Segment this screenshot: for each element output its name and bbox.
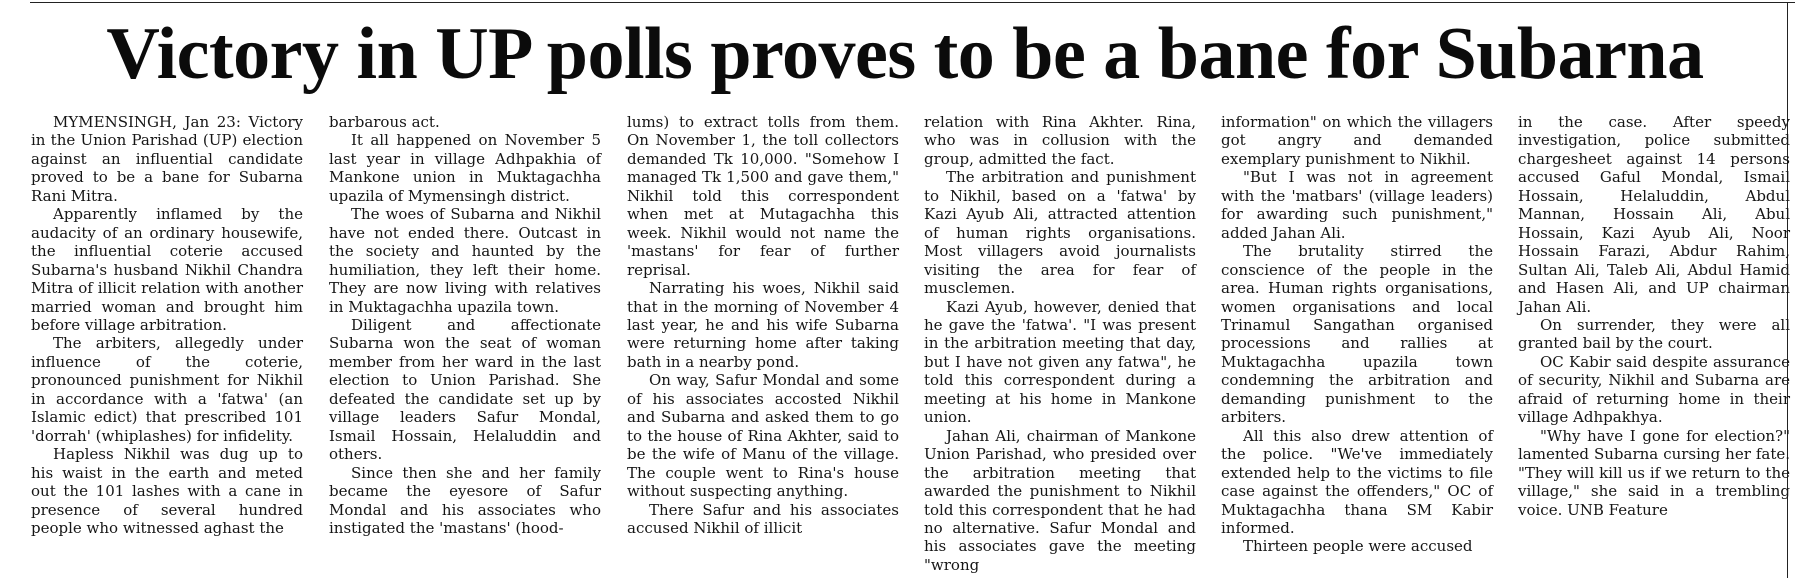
article-column-3 [627,113,899,537]
article-paragraph: Apparently inflamed by the audacity of an ordinary housewife, the influential coterie accused Subarna's husband Nikhil Chandra Mitra of illicit relation with another married woman and brought him before village arbitration. [31,205,303,334]
article-paragraph: Hapless Nikhil was dug up to his waist in the earth and meted out the 101 lashes with a cane in presence of several hundred people who witnessed aghast the [31,445,303,537]
article-paragraph: The arbitration and punishment to Nikhil, based on a 'fatwa' by Kazi Ayub Ali, attracted attention of human rights organisations. Most villagers avoid journalists visiting the area for fear of musclemen. [924,168,1196,298]
article-paragraph: information" on which the villagers got angry and demanded exemplary punishment to Nikhil. [1221,113,1493,168]
article-paragraph: Jahan Ali, chairman of Mankone Union Parishad, who presided over the arbitration meeting that awarded the punishment to Nikhil told this correspondent that he had no alternative. Safur Mondal and his associates gave the meeting "wrong [924,426,1196,574]
article-paragraph: Narrating his woes, Nikhil said that in the morning of November 4 last year, he and his wife Subarna were returning home after taking bath in a nearby pond. [627,279,899,371]
top-rule [30,2,1795,3]
article-column-5 [1221,113,1493,556]
article-paragraph: lums) to extract tolls from them. On November 1, the toll collectors demanded Tk 10,000. "Somehow I managed Tk 1,500 and gave them," Nikhil told this correspondent when met at Mutagachha this week. Nikhil would not name the 'mastans' for fear of further reprisal. [627,113,899,279]
article-paragraph: It all happened on November 5 last year in village Adhpakhia of Mankone union in Muktagachha upazila of Mymensingh district. [329,131,601,205]
article-paragraph: On way, Safur Mondal and some of his associates accosted Nikhil and Subarna and asked them to go to the house of Rina Akhter, said to be the wife of Manu of the village. The couple went to Rina's house without suspecting anything. [627,371,899,501]
article-paragraph: The brutality stirred the conscience of the people in the area. Human rights organisations, women organisations and local Trinamul Sangathan organised processions and rallies at Muktagachha upazila town condemning the arbitration and demanding punishment to the arbiters. [1221,242,1493,427]
article-paragraph: "But I was not in agreement with the 'matbars' (village leaders) for awarding such punishment," added Jahan Ali. [1221,168,1493,242]
article-paragraph: Thirteen people were accused [1243,537,1473,556]
article-paragraph: barbarous act. [329,113,440,131]
article-paragraph: The arbiters, allegedly under influence of the coterie, pronounced punishment for Nikhil in accordance with a 'fatwa' (an Islamic edict) that prescribed 101 'dorrah' (whiplashes) for infidelity. [31,334,303,445]
article-column-2 [329,113,601,537]
article-column-4 [924,113,1196,574]
article-paragraph: The woes of Subarna and Nikhil have not ended there. Outcast in the society and haunted by the humiliation, they left their home. They are now living with relatives in Muktagachha upazila town. [329,205,601,316]
article-paragraph: MYMENSINGH, Jan 23: Victory in the Union Parishad (UP) election against an influential candidate proved to be a bane for Subarna Rani Mitra. [31,113,303,205]
article-paragraph: "Why have I gone for election?" lamented Subarna cursing her fate. "They will kill us if we return to the village," she said in a trembling voice. UNB Feature [1518,426,1790,519]
article-paragraph: in the case. After speedy investigation, police submitted chargesheet against 14 persons accused Gaful Mondal, Ismail Hossain, Helaluddin, Abdul Mannan, Hossain Ali, Abul Hossain, Kazi Ayub Ali, Noor Hossain Farazi, Abdur Rahim, Sultan Ali, Taleb Ali, Abdul Hamid and Hasen Ali, and UP chairman Jahan Ali. [1518,113,1790,316]
article-paragraph: There Safur and his associates accused Nikhil of illicit [627,500,899,537]
article-paragraph: relation with Rina Akhter. Rina, who was in collusion with the group, admitted the fact. [924,113,1196,168]
headline: Victory in UP polls proves to be a bane for Subarna [106,13,1704,95]
article-paragraph: Diligent and affectionate Subarna won the seat of woman member from her ward in the last election to Union Parishad. She defeated the candidate set up by village leaders Safur Mondal, Ismail Hossain, Helaluddin and others. [329,315,601,464]
article-column-1 [31,113,303,537]
article-paragraph: OC Kabir said despite assurance of security, Nikhil and Subarna are afraid of returning home in their village Adhpakhya. [1518,352,1790,427]
article-column-6 [1518,113,1790,519]
article-paragraph: Since then she and her family became the eyesore of Safur Mondal and his associates who instigated the 'mastans' (hood- [329,463,601,537]
article-paragraph: Kazi Ayub, however, denied that he gave the 'fatwa'. "I was present in the arbitration meeting that day, but I have not given any fatwa", he told this correspondent during a meeting at his home in Mankone union. [924,297,1196,427]
article-paragraph: All this also drew attention of the police. "We've immediately extended help to the victims to file case against the offenders," OC of Muktagachha thana SM Kabir informed. [1221,426,1493,537]
article-paragraph: On surrender, they were all granted bail by the court. [1518,315,1790,353]
